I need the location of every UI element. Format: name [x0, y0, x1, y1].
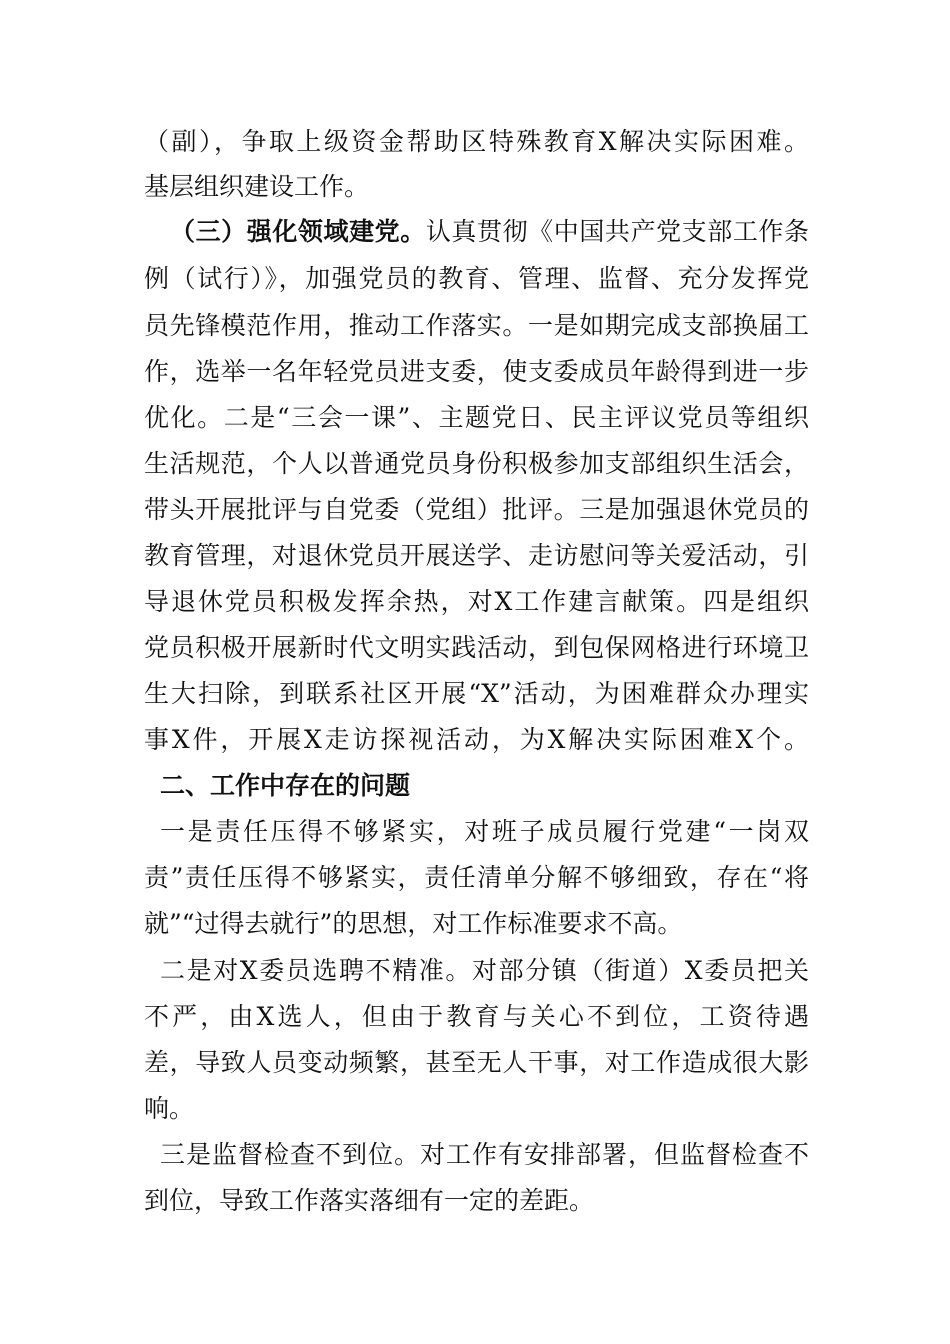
section-lead: （三）强化领域建党。: [170, 217, 426, 246]
paragraph-line: 作，选举一名年轻党员进支委，使支委成员年龄得到进一步: [144, 357, 809, 386]
paragraph-line: 不严，由X选人，但由于教育与关心不到位，工资待遇: [144, 1002, 809, 1031]
paragraph-line: 导退休党员积极发挥余热，对X工作建言献策。四是组织: [144, 587, 809, 616]
section-heading: 二、工作中存在的问题: [160, 771, 411, 800]
paragraph-line: 教育管理，对退休党员开展送学、走访慰问等关爱活动，引: [144, 541, 809, 570]
paragraph-line: 到位，导致工作落实落细有一定的差距。: [144, 1186, 595, 1215]
paragraph-line: 基层组织建设工作。: [144, 172, 370, 201]
paragraph-line: 生活规范，个人以普通党员身份积极参加支部组织生活会，: [144, 449, 809, 478]
paragraph-line: 生大扫除，到联系社区开展“X”活动，为困难群众办理实: [144, 679, 809, 708]
paragraph-line: 三是监督检查不到位。对工作有安排部署，但监督检查不: [160, 1140, 809, 1169]
paragraph-line: 党员积极开展新时代文明实践活动，到包保网格进行环境卫: [144, 633, 809, 662]
paragraph-line: 责”责任压得不够紧实，责任清单分解不够细致，存在“将: [144, 863, 809, 892]
paragraph-line: 优化。二是“三会一课”、主题党日、民主评议党员等组织: [144, 403, 809, 432]
paragraph-line: 员先锋模范作用，推动工作落实。一是如期完成支部换届工: [144, 311, 809, 340]
paragraph-line: 一是责任压得不够紧实，对班子成员履行党建“一岗双: [160, 817, 809, 846]
paragraph-text: 认真贯彻《中国共产党支部工作条: [425, 217, 809, 246]
paragraph-line: 就”“过得去就行”的思想，对工作标准要求不高。: [144, 909, 683, 938]
paragraph-line: 差，导致人员变动频繁，甚至无人干事，对工作造成很大影: [144, 1048, 809, 1077]
paragraph-line: 响。: [144, 1094, 195, 1123]
paragraph-line: [170, 215, 809, 249]
paragraph-line: （副），争取上级资金帮助区特殊教育X解决实际困难。: [144, 127, 809, 156]
paragraph-line: 事X件，开展X走访探视活动，为X解决实际困难X个。: [144, 725, 809, 754]
paragraph-line: 带头开展批评与自党委（党组）批评。三是加强退休党员的: [144, 495, 809, 524]
paragraph-line: 二是对X委员选聘不精准。对部分镇（街道）X委员把关: [160, 956, 809, 985]
paragraph-line: 例（试行）》，加强党员的教育、管理、监督、充分发挥党: [144, 264, 809, 293]
